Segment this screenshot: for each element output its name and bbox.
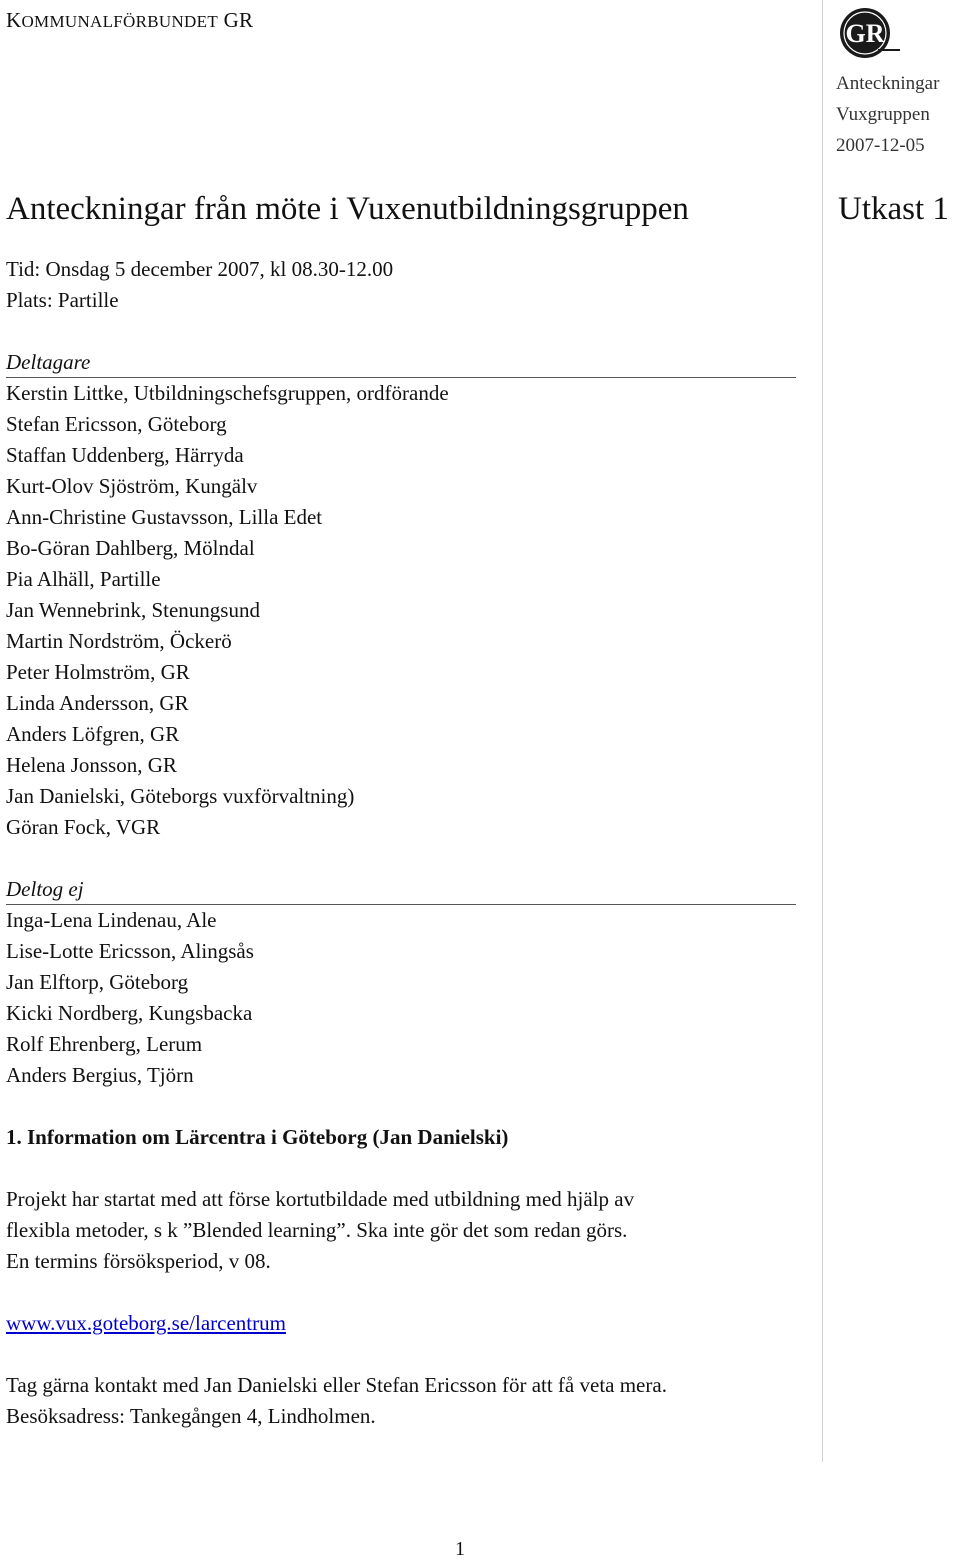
org-abbreviation: GR (223, 8, 254, 32)
absent-item: Rolf Ehrenberg, Lerum (6, 1032, 203, 1056)
participant-item: Ann-Christine Gustavsson, Lilla Edet (6, 505, 323, 529)
agenda-body-line: flexibla metoder, s k ”Blended learning”. Ska inte gör det som redan görs. (6, 1218, 628, 1242)
participant-item: Kerstin Littke, Utbildningschefsgruppen, ordförande (6, 381, 449, 405)
spacer (6, 843, 796, 874)
document-title: Anteckningar från möte i Vuxenutbildningsgruppen (6, 191, 689, 227)
participant-item: Jan Danielski, Göteborgs vuxförvaltning) (6, 784, 355, 808)
participant-item: Staffan Uddenberg, Härryda (6, 443, 244, 467)
participant-item: Peter Holmström, GR (6, 660, 190, 684)
participants-list (6, 378, 796, 843)
margin-divider (822, 0, 823, 1462)
spacer (6, 1277, 796, 1308)
participant-item: Anders Löfgren, GR (6, 722, 180, 746)
gr-logo-icon (838, 6, 904, 60)
participant-item: Pia Alhäll, Partille (6, 567, 161, 591)
participant-item: Bo-Göran Dahlberg, Mölndal (6, 536, 255, 560)
agenda-body-line: Projekt har startat med att förse kortutbildade med utbildning med hjälp av (6, 1187, 635, 1211)
participant-item: Martin Nordström, Öckerö (6, 629, 232, 653)
spacer (6, 316, 796, 347)
absent-item: Lise-Lotte Ericsson, Alingsås (6, 939, 254, 963)
spacer (6, 1339, 796, 1370)
agenda-body-line: En termins försöksperiod, v 08. (6, 1249, 271, 1273)
participant-item: Jan Wennebrink, Stenungsund (6, 598, 260, 622)
participant-item: Helena Jonsson, GR (6, 753, 177, 777)
contact-line: Tag gärna kontakt med Jan Danielski eller Stefan Ericsson för att få veta mera. (6, 1373, 667, 1397)
gr-logo-text: GR (845, 19, 885, 48)
participant-item: Göran Fock, VGR (6, 815, 161, 839)
participant-item: Stefan Ericsson, Göteborg (6, 412, 227, 436)
document-body (6, 254, 796, 1432)
page-number: 1 (455, 1538, 465, 1560)
draft-label: Utkast 1 (838, 191, 949, 227)
spacer (6, 1091, 796, 1122)
side-meta (836, 68, 939, 161)
contact-line: Besöksadress: Tankegången 4, Lindholmen. (6, 1404, 376, 1428)
meeting-place: Plats: Partille (6, 288, 119, 312)
absent-item: Inga-Lena Lindenau, Ale (6, 908, 217, 932)
absent-heading: Deltog ej (6, 874, 796, 905)
side-group-name: Vuxgruppen (836, 104, 930, 125)
larcentrum-link[interactable]: www.vux.goteborg.se/larcentrum (6, 1311, 286, 1335)
organization-name (6, 8, 253, 33)
org-first-letter: K (6, 8, 22, 32)
participant-item: Kurt-Olov Sjöström, Kungälv (6, 474, 258, 498)
side-doc-type: Anteckningar (836, 73, 940, 94)
side-date: 2007-12-05 (836, 135, 925, 156)
absent-list (6, 905, 796, 1091)
absent-item: Jan Elftorp, Göteborg (6, 970, 189, 994)
absent-item: Anders Bergius, Tjörn (6, 1063, 194, 1087)
org-name-rest: OMMUNALFÖRBUNDET (21, 12, 218, 31)
meeting-time: Tid: Onsdag 5 december 2007, kl 08.30-12.00 (6, 257, 394, 281)
spacer (6, 1153, 796, 1184)
participants-heading: Deltagare (6, 347, 796, 378)
participant-item: Linda Andersson, GR (6, 691, 189, 715)
agenda-item-heading: 1. Information om Lärcentra i Göteborg (Jan Danielski) (6, 1125, 509, 1149)
absent-item: Kicki Nordberg, Kungsbacka (6, 1001, 253, 1025)
